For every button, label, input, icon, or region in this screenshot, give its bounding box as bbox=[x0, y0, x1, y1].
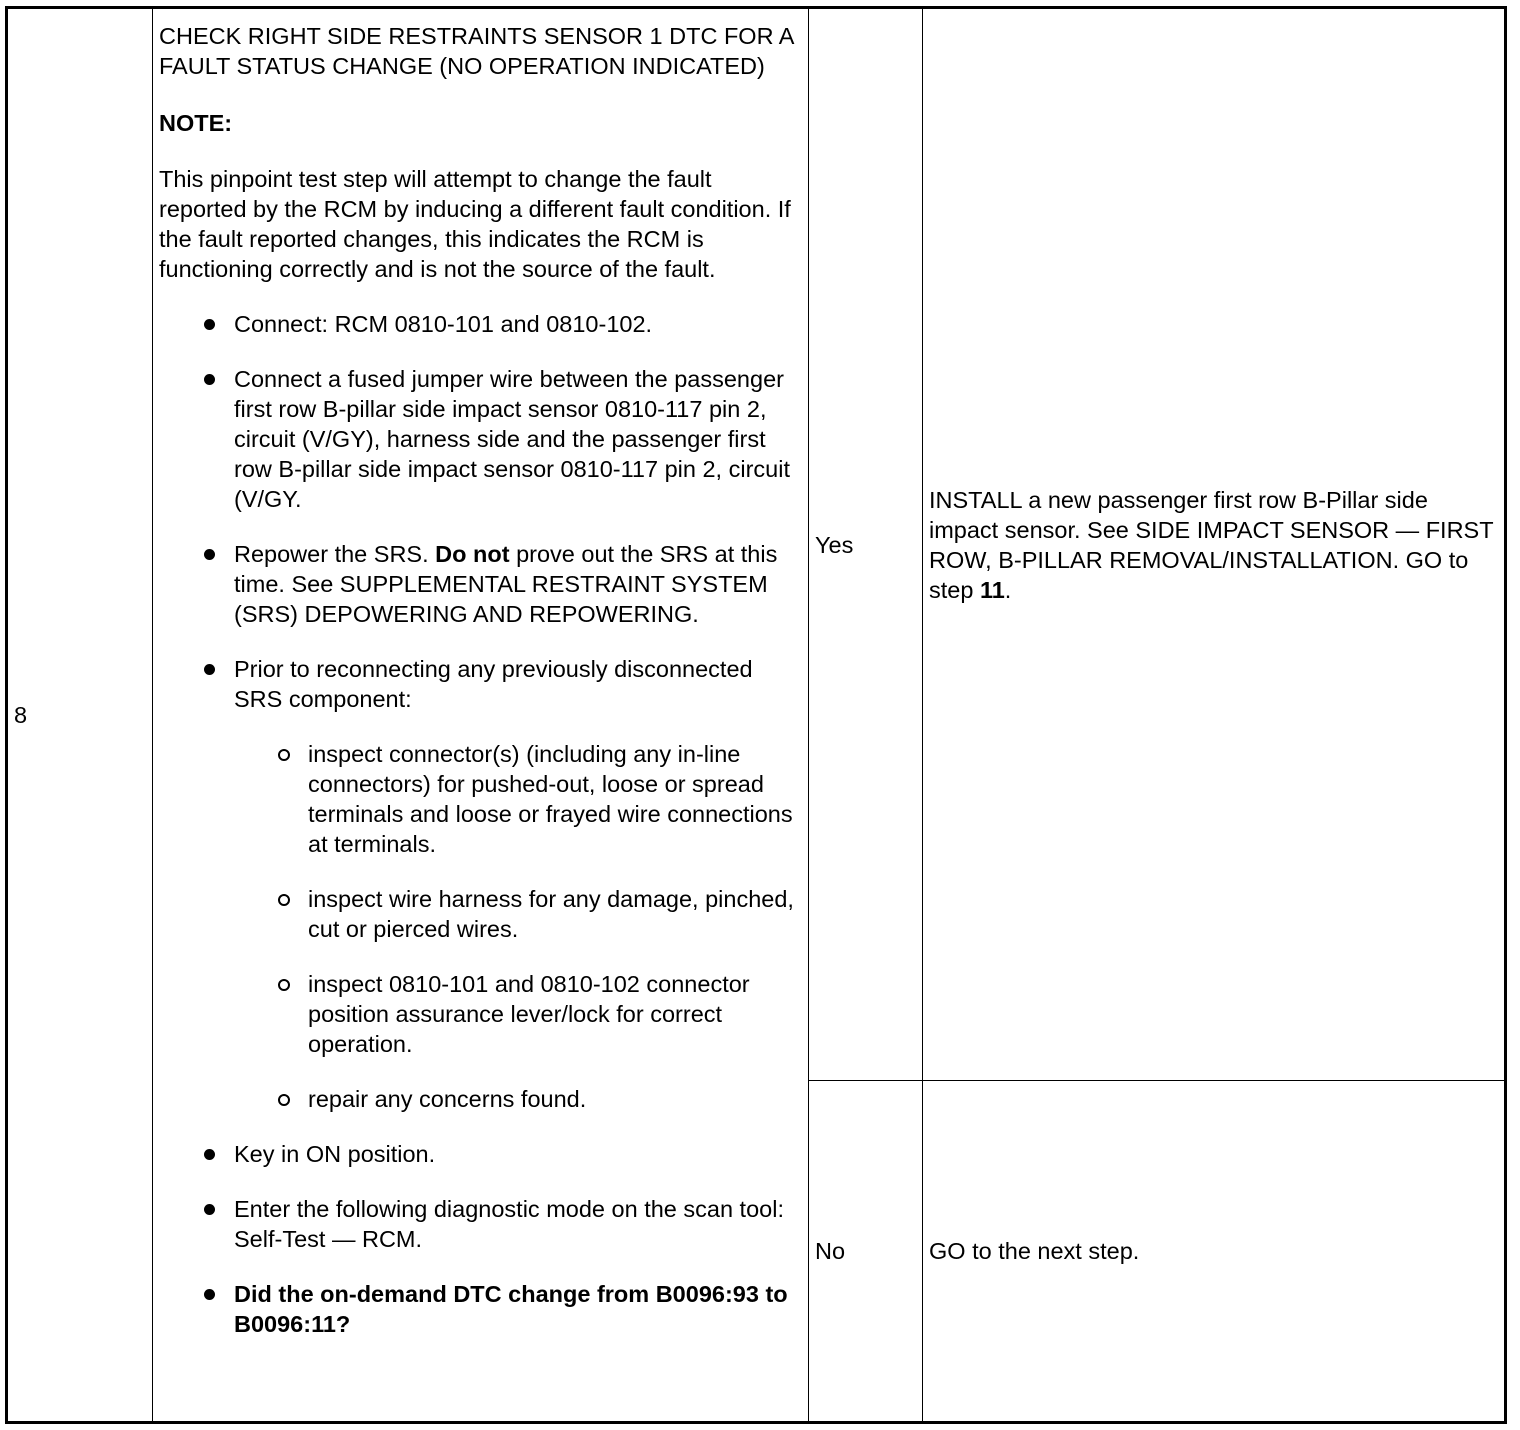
note-text: This pinpoint test step will attempt to change the fault reported by the RCM by inducing a different fault condition. If the fault reported changes, this indicates the RCM is functioning correctly and is not the source of the fault. bbox=[159, 166, 791, 282]
list-item: Key in ON position. bbox=[159, 1139, 802, 1169]
note-label: NOTE: bbox=[159, 110, 233, 136]
list-item: Enter the following diagnostic mode on the scan tool: Self-Test — RCM. bbox=[159, 1194, 802, 1254]
emphasis-text: Do not bbox=[435, 541, 510, 567]
sub-list-item: inspect 0810-101 and 0810-102 connector position assurance lever/lock for correct operation. bbox=[234, 969, 802, 1059]
diagnostic-test-table bbox=[5, 6, 1507, 1424]
list-item bbox=[159, 539, 802, 629]
inspection-sublist bbox=[234, 739, 802, 1114]
list-item: Connect: RCM 0810-101 and 0810-102. bbox=[159, 309, 802, 339]
result-yes: Yes bbox=[809, 8, 923, 1081]
outcome-yes-text: INSTALL a new passenger first row B-Pillar side impact sensor. See SIDE IMPACT SENSOR — FIRST ROW, B-PILLAR REMOVAL/INSTALLATION. GO to step bbox=[929, 486, 1494, 603]
step-reference: 11 bbox=[979, 576, 1005, 603]
list-item bbox=[159, 654, 802, 1114]
sub-list-item: inspect wire harness for any damage, pinched, cut or pierced wires. bbox=[234, 884, 802, 944]
repower-text: Repower the SRS. bbox=[234, 541, 429, 567]
repower-text-continued: prove out the SRS at this time. See SUPPLEMENTAL RESTRAINT SYSTEM (SRS) DEPOWERING AND REPOWERING. bbox=[234, 541, 778, 627]
step-title: CHECK RIGHT SIDE RESTRAINTS SENSOR 1 DTC FOR A FAULT STATUS CHANGE (NO OPERATION INDICATED) bbox=[159, 23, 794, 79]
test-question: Did the on-demand DTC change from B0096:93 to B0096:11? bbox=[159, 1279, 802, 1339]
outcome-no: GO to the next step. bbox=[923, 1081, 1506, 1423]
sub-list-item: repair any concerns found. bbox=[234, 1084, 802, 1114]
procedure-list bbox=[159, 309, 802, 1339]
action-cell bbox=[153, 8, 809, 1423]
outcome-yes bbox=[923, 8, 1506, 1081]
sub-list-item: inspect connector(s) (including any in-line connectors) for pushed-out, loose or spread terminals and loose or frayed wire connections at terminals. bbox=[234, 739, 802, 859]
table-row bbox=[7, 8, 1506, 1081]
result-no: No bbox=[809, 1081, 923, 1423]
outcome-yes-end: . bbox=[1004, 576, 1012, 603]
step-number: 8 bbox=[7, 8, 153, 1423]
prior-text: Prior to reconnecting any previously disconnected SRS component: bbox=[234, 656, 753, 712]
list-item: Connect a fused jumper wire between the passenger first row B-pillar side impact sensor 0810-117 pin 2, circuit (V/GY), harness side and the passenger first row B-pillar side impact sensor 0810-117 pin 2, circuit (V/GY. bbox=[159, 364, 802, 514]
